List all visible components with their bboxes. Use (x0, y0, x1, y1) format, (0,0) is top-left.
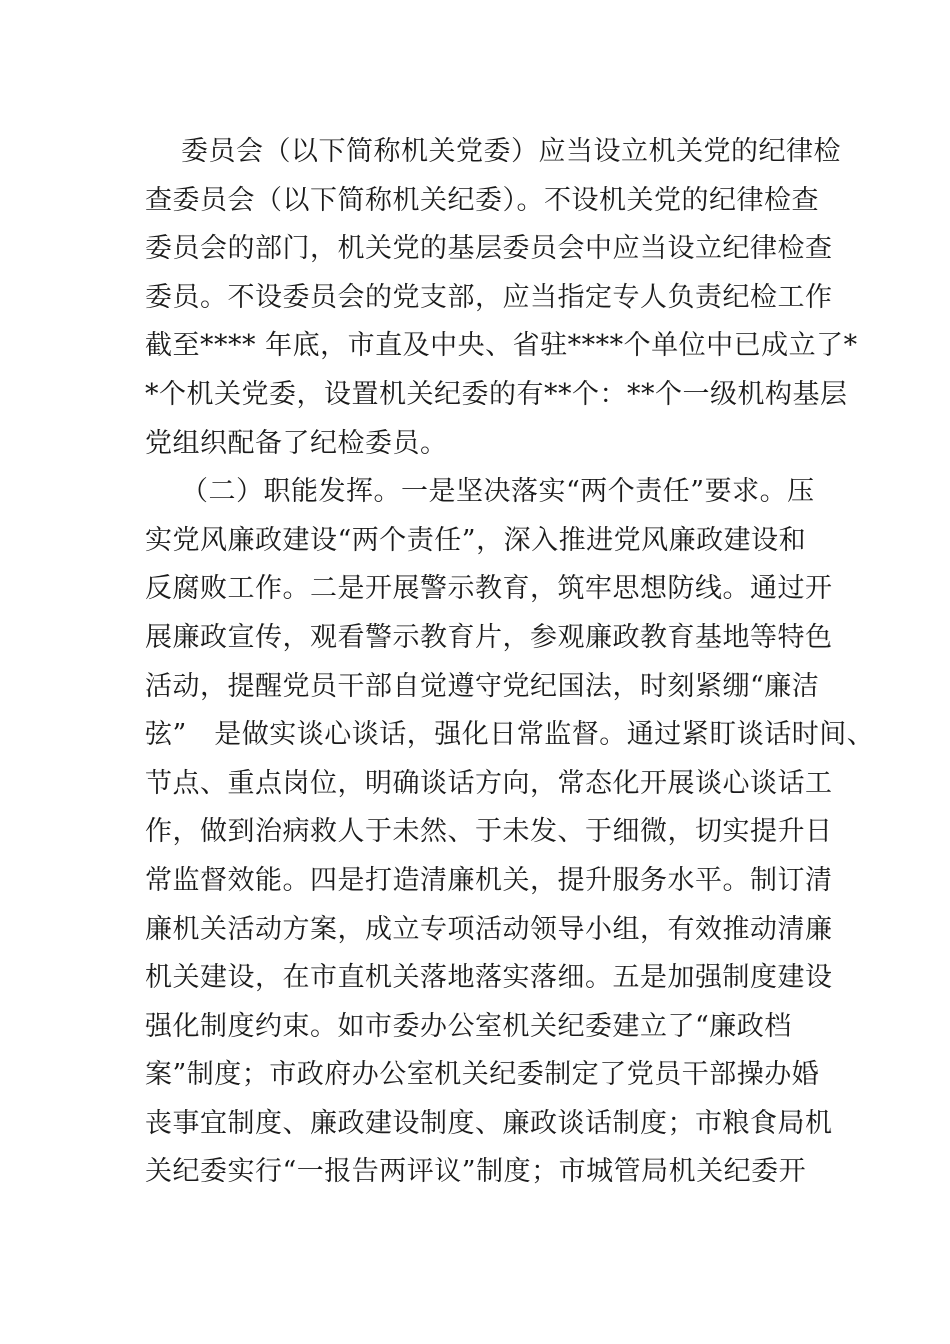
text-line: 党组织配备了纪检委员。 (145, 427, 448, 459)
text-line: 委员。不设委员会的党支部，应当指定专人负责纪检工作 (145, 281, 833, 313)
text-line: 廉机关活动方案，成立专项活动领导小组，有效推动清廉 (145, 913, 833, 945)
text-line: 实党风廉政建设“两个责任”，深入推进党风廉政建设和 (145, 524, 807, 556)
text-line: 弦” 是做实谈心谈话，强化日常监督。通过紧盯谈话时间、 (145, 719, 875, 751)
text-line: 节点、重点岗位，明确谈话方向，常态化开展谈心谈话工 (145, 767, 833, 799)
text-line: 强化制度约束。如市委办公室机关纪委建立了“廉政档 (145, 1010, 792, 1042)
text-line: 委员会的部门，机关党的基层委员会中应当设立纪律检查 (145, 233, 833, 265)
text-line: 机关建设，在市直机关落地落实落细。五是加强制度建设 (145, 962, 833, 994)
text-line: 活动，提醒党员干部自觉遵守党纪国法，时刻紧绷“廉洁 (145, 670, 820, 702)
text-line: 常监督效能。四是打造清廉机关，提升服务水平。制订清 (145, 864, 833, 896)
body-text (145, 128, 875, 1197)
text-line: 反腐败工作。二是开展警示教育，筑牢思想防线。通过开 (145, 573, 833, 605)
text-line: *个机关党委，设置机关纪委的有**个：**个一级机构基层 (145, 378, 848, 410)
text-line: 截至**** 年底，市直及中央、省驻****个单位中已成立了* (145, 330, 858, 362)
text-line: 作，做到治病救人于未然、于未发、于细微，切实提升日 (145, 816, 833, 848)
text-line: 案”制度；市政府办公室机关纪委制定了党员干部操办婚 (145, 1059, 820, 1091)
text-line: 查委员会（以下简称机关纪委）。不设机关党的纪律检查 (145, 184, 819, 216)
text-line: 展廉政宣传，观看警示教育片，参观廉政教育基地等特色 (145, 621, 833, 653)
text-line: 关纪委实行“一报告两评议”制度；市城管局机关纪委开 (145, 1156, 807, 1188)
section-heading-line: （二）职能发挥。一是坚决落实“两个责任”要求。压 (181, 476, 815, 508)
text-line: 委员会（以下简称机关党委）应当设立机关党的纪律检 (181, 136, 841, 167)
text-line: 丧事宜制度、廉政建设制度、廉政谈话制度；市粮食局机 (145, 1107, 833, 1139)
